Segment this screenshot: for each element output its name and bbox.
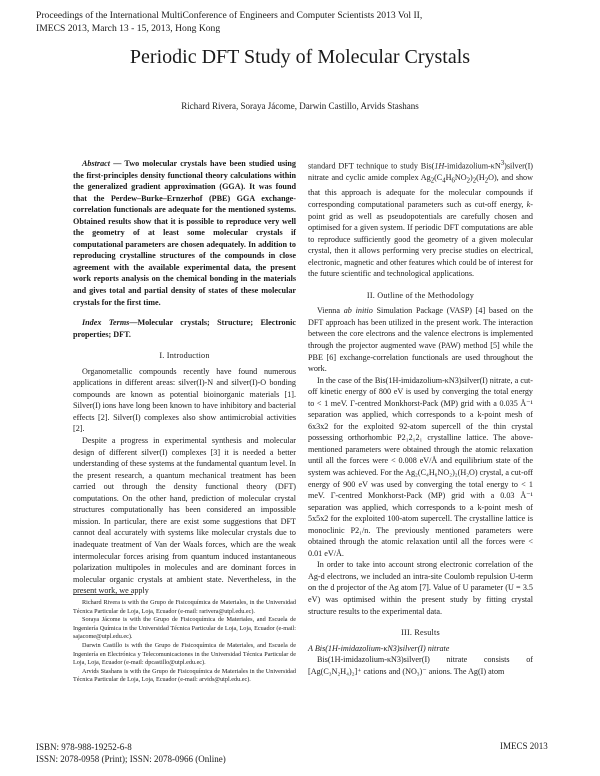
paper-title: Periodic DFT Study of Molecular Crystals [129,46,471,68]
abstract-label: Abstract [82,159,110,168]
section-heading-results: III. Results [401,628,440,638]
methodology-paragraph-2: In the case of the Bis(1H-imidazolium-κN3)silver(I) nitrate, a cut-off kinetic energy of 800 eV is used by converging the total energy to < 1 meV. Γ-centred Monkhorst-Pack (MP) grid with a 0.035 Å⁻¹ separation was applied, which corresponds to a k-point mesh of 6x3x2 for the exploited 92-atom supercell of the thin crystal possessing orthorhombic P2₁2₁2₁ crystalline lattice. The above-mentioned parameters were obtained through the atomic relaxation until all the forces were < 0.008 eV/Å and equilibrium state of the system was achieved. For the Ag₂(C₄H₆NO₂)₂(H₂O) crystal, a cut-off energy of 900 eV was used by converging the total energy to < 1 meV. Γ-centred Monkhorst-Pack (MP) grid with a 0.03 Å⁻¹ separation was applied, which corresponds to a k-point mesh of 5x5x2 for the exploited 100-atom supercell. The crystalline lattice is monoclinic P2₁/n. The previously mentioned parameters were obtained through the atomic relaxation until all the forces were < 0.01 eV/Å. [308,375,533,558]
intro-paragraph-1: Organometallic compounds recently have found numerous applications in different areas: silver(I)-N and silver(I)-O bonding compounds are known as potential bioinorganic materials [1]. Silver(I) ions have long been known to have inhibitory and bacterial effects [2]. Silver(I) complexes also show antimicrobial activities [2]. [73,366,296,434]
footnote: Soraya Jácome is with the Grupo de Fisicoquímica de Materiales, and Escuela de Ingeniería Química in the Universidad Técnica Particular de Loja, Loja, Ecuador (e-mail: sajacome@utpl.edu.ec). [73,616,296,641]
footnote: Richard Rivera is with the Grupo de Fisicoquímica de Materiales, in the Universidad Técnica Particular de Loja, Loja, Ecuador (e-mail: rarivera@utpl.edu.ec). [73,599,296,615]
right-column [308,158,533,677]
index-terms [73,317,296,340]
index-terms-text: —Molecular crystals; Structure; Electronic properties; DFT. [73,318,296,339]
left-column [73,158,296,597]
section-heading-introduction: I. Introduction [159,351,210,361]
issn: ISSN: 2078-0958 (Print); ISSN: 2078-0966 (Online) [36,754,226,764]
abstract [73,158,296,308]
results-paragraph-1: Bis(1H-imidazolium-κN3)silver(I) nitrate consists of [Ag(C₃N₂H₄)₂]⁺ cations and (NO₃)⁻ anions. The Ag(I) atom [308,655,533,676]
header-line-2: IMECS 2013, March 13 - 15, 2013, Hong Kong [36,22,221,34]
footnote-rule [73,594,133,595]
methodology-paragraph-3: In order to take into account strong electronic correlation of the Ag-d electrons, we included an intra-site Coulomb repulsion U-term on the d projector of the Ag atom [7]. Value of U parameter (U = 3.5 eV) was optimised within the present study by fitting crystal structure results to the experimental data. [308,560,533,616]
footer-identifiers [36,741,226,765]
subsection-heading: A Bis(1H-imidazolium-κN3)silver(I) nitrate [308,643,450,653]
author-footnotes [73,599,296,685]
isbn: ISBN: 978-988-19252-6-8 [36,742,132,752]
abstract-text: — Two molecular crystals have been studied using the first-principles density functional theory calculations within the generalized gradient approximation (GGA). It was found that the Perdew–Burke–Ernzerhof (PBE) GGA exchange-correlation functionals are adequate for the mentioned systems. Obtained results show that it is possible to reproduce very well the geometry of at least some molecular crystals if computational parameters are chosen adequately. In addition to reproducing crystalline structures of the compounds in close agreement with the available experimental data, the present work reports analysis on the chemical bonding in the materials and gives total and partial density of states of these molecular crystals for the first time. [73,159,296,307]
footnote: Arvids Stashans is with the Grupo de Fisicoquímica de Materiales in the Universidad Técnica Particular de Loja, Loja, Ecuador (e-mail: arvids@utpl.edu.ec). [73,667,296,684]
methodology-paragraph-1: Vienna ab initio Simulation Package (VASP) [4] based on the DFT approach has been utilized in the present work. The interaction between the core electrons and the valence electrons is implemented through the projector augmented wave (PAW) method [5] while the PBE [6] exchange-correlation functionals are used throughout the work. [308,306,533,374]
index-terms-label: Index Terms [82,318,130,328]
author-list: Richard Rivera, Soraya Jácome, Darwin Castillo, Arvids Stashans [181,101,419,111]
header-line-1: Proceedings of the International MultiConference of Engineers and Computer Scientists 2013 Vol II, [36,10,423,21]
section-heading-methodology: II. Outline of the Methodology [366,290,475,300]
footer-conference: IMECS 2013 [500,741,548,751]
intro-continuation: standard DFT technique to study $Bis(1H-imidazolium-\kappa N^3)silver(I)$ nitrate and cyclic amide complex $Ag_2(C_4H_6NO_2)_2(H_2O)$, and show that this approach is adequate for the molecular compounds if corresponding computational parameters such as cut-off energy, k-point grid as well as pseudopotentials are carefully chosen and optimised for a given system. If periodic DFT computations are able to reproduce sufficiently good the geometry of a given molecular crystal, then it allows performing very precise studies on electrical, electronic, magnetic and other features which could be of interest for the future scientific and technological applications. [308,160,533,279]
intro-paragraph-2: Despite a progress in experimental synthesis and molecular design of different silver(I) complexes [3] it is needed a better understanding of these systems at the fundamental quantum level. In the present research, a quantum mechanical treatment has been carried out through the density functional theory (DFT) computations. On the other hand, prediction of molecular crystal structures computationally has been considered an impossible mission. In particular, there are exist some suggestions that DFT cannot deal accurately with systems like molecular crystals due to inadequate treatment of Van der Waals forces, which are the weak intermolecular forces arising from quantum induced instantaneous polarization multipoles in molecules and are dominant forces in molecular organic crystals at ambient state. Nevertheless, in the present work, we apply [73,436,296,596]
running-header [36,10,556,35]
footnote: Darwin Castillo is with the Grupo de Fisicoquímica de Materiales, and Escuela de Ingeniería en Electrónica y Telecomunicaciones in the Universidad Técnica Particular de Loja, Loja, Ecuador (e-mail: dpcastillo@utpl.edu.ec). [73,641,296,667]
